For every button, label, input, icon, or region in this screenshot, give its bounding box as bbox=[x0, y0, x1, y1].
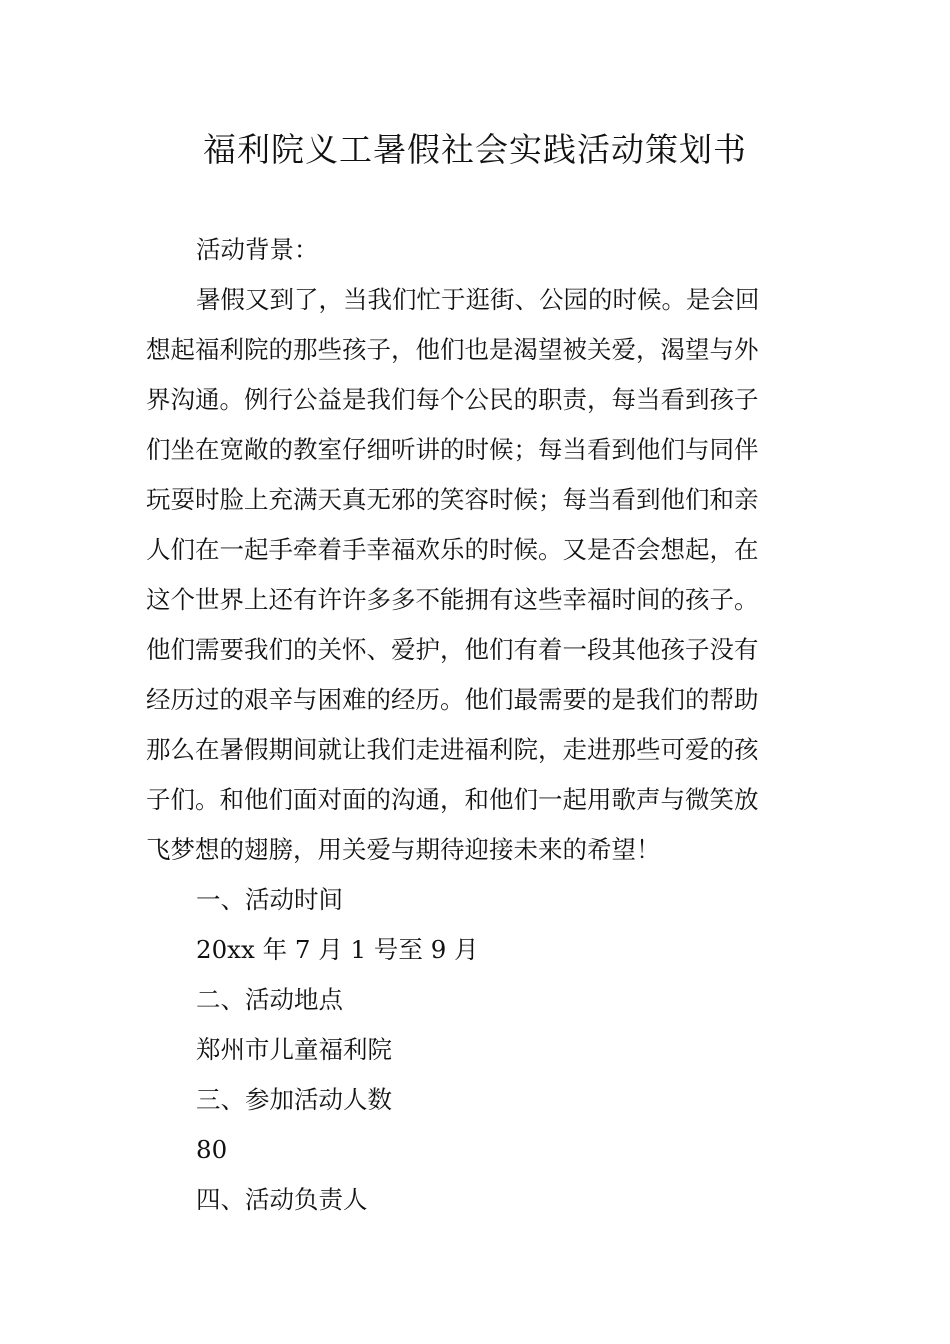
activity-time-value: 20xx 年 7 月 1 号至 9 月 bbox=[196, 935, 479, 964]
section-heading-location: 二、活动地点 bbox=[196, 985, 343, 1014]
paragraph-line: 经历过的艰辛与困难的经历。他们最需要的是我们的帮助 bbox=[146, 685, 759, 714]
paragraph-line: 他们需要我们的关怀、爱护，他们有着一段其他孩子没有 bbox=[146, 635, 759, 664]
paragraph-line: 们坐在宽敞的教室仔细听讲的时候；每当看到他们与同伴 bbox=[146, 435, 759, 464]
paragraph-line: 人们在一起手牵着手幸福欢乐的时候。又是否会想起，在 bbox=[146, 535, 759, 564]
document-title: 福利院义工暑假社会实践活动策划书 bbox=[203, 130, 747, 169]
paragraph-line: 这个世界上还有许许多多不能拥有这些幸福时间的孩子。 bbox=[146, 585, 759, 614]
paragraph-line: 想起福利院的那些孩子，他们也是渴望被关爱，渴望与外 bbox=[146, 335, 759, 364]
section-heading-leader: 四、活动负责人 bbox=[196, 1185, 368, 1214]
paragraph-line: 子们。和他们面对面的沟通，和他们一起用歌声与微笑放 bbox=[146, 785, 759, 814]
participants-count-value: 80 bbox=[196, 1135, 228, 1164]
paragraph-line: 飞梦想的翅膀，用关爱与期待迎接未来的希望！ bbox=[146, 835, 661, 864]
paragraph-line: 暑假又到了，当我们忙于逛街、公园的时候。是会回 bbox=[196, 285, 760, 314]
section-heading-participants: 三、参加活动人数 bbox=[196, 1085, 392, 1114]
paragraph-line: 界沟通。例行公益是我们每个公民的职责，每当看到孩子 bbox=[146, 385, 759, 414]
section-heading-time: 一、活动时间 bbox=[196, 885, 343, 914]
section-heading-background: 活动背景： bbox=[196, 235, 319, 264]
paragraph-line: 那么在暑假期间就让我们走进福利院，走进那些可爱的孩 bbox=[146, 735, 759, 764]
document-body bbox=[146, 225, 806, 1225]
activity-location-value: 郑州市儿童福利院 bbox=[196, 1035, 392, 1064]
paragraph-line: 玩耍时脸上充满天真无邪的笑容时候；每当看到他们和亲 bbox=[146, 485, 759, 514]
